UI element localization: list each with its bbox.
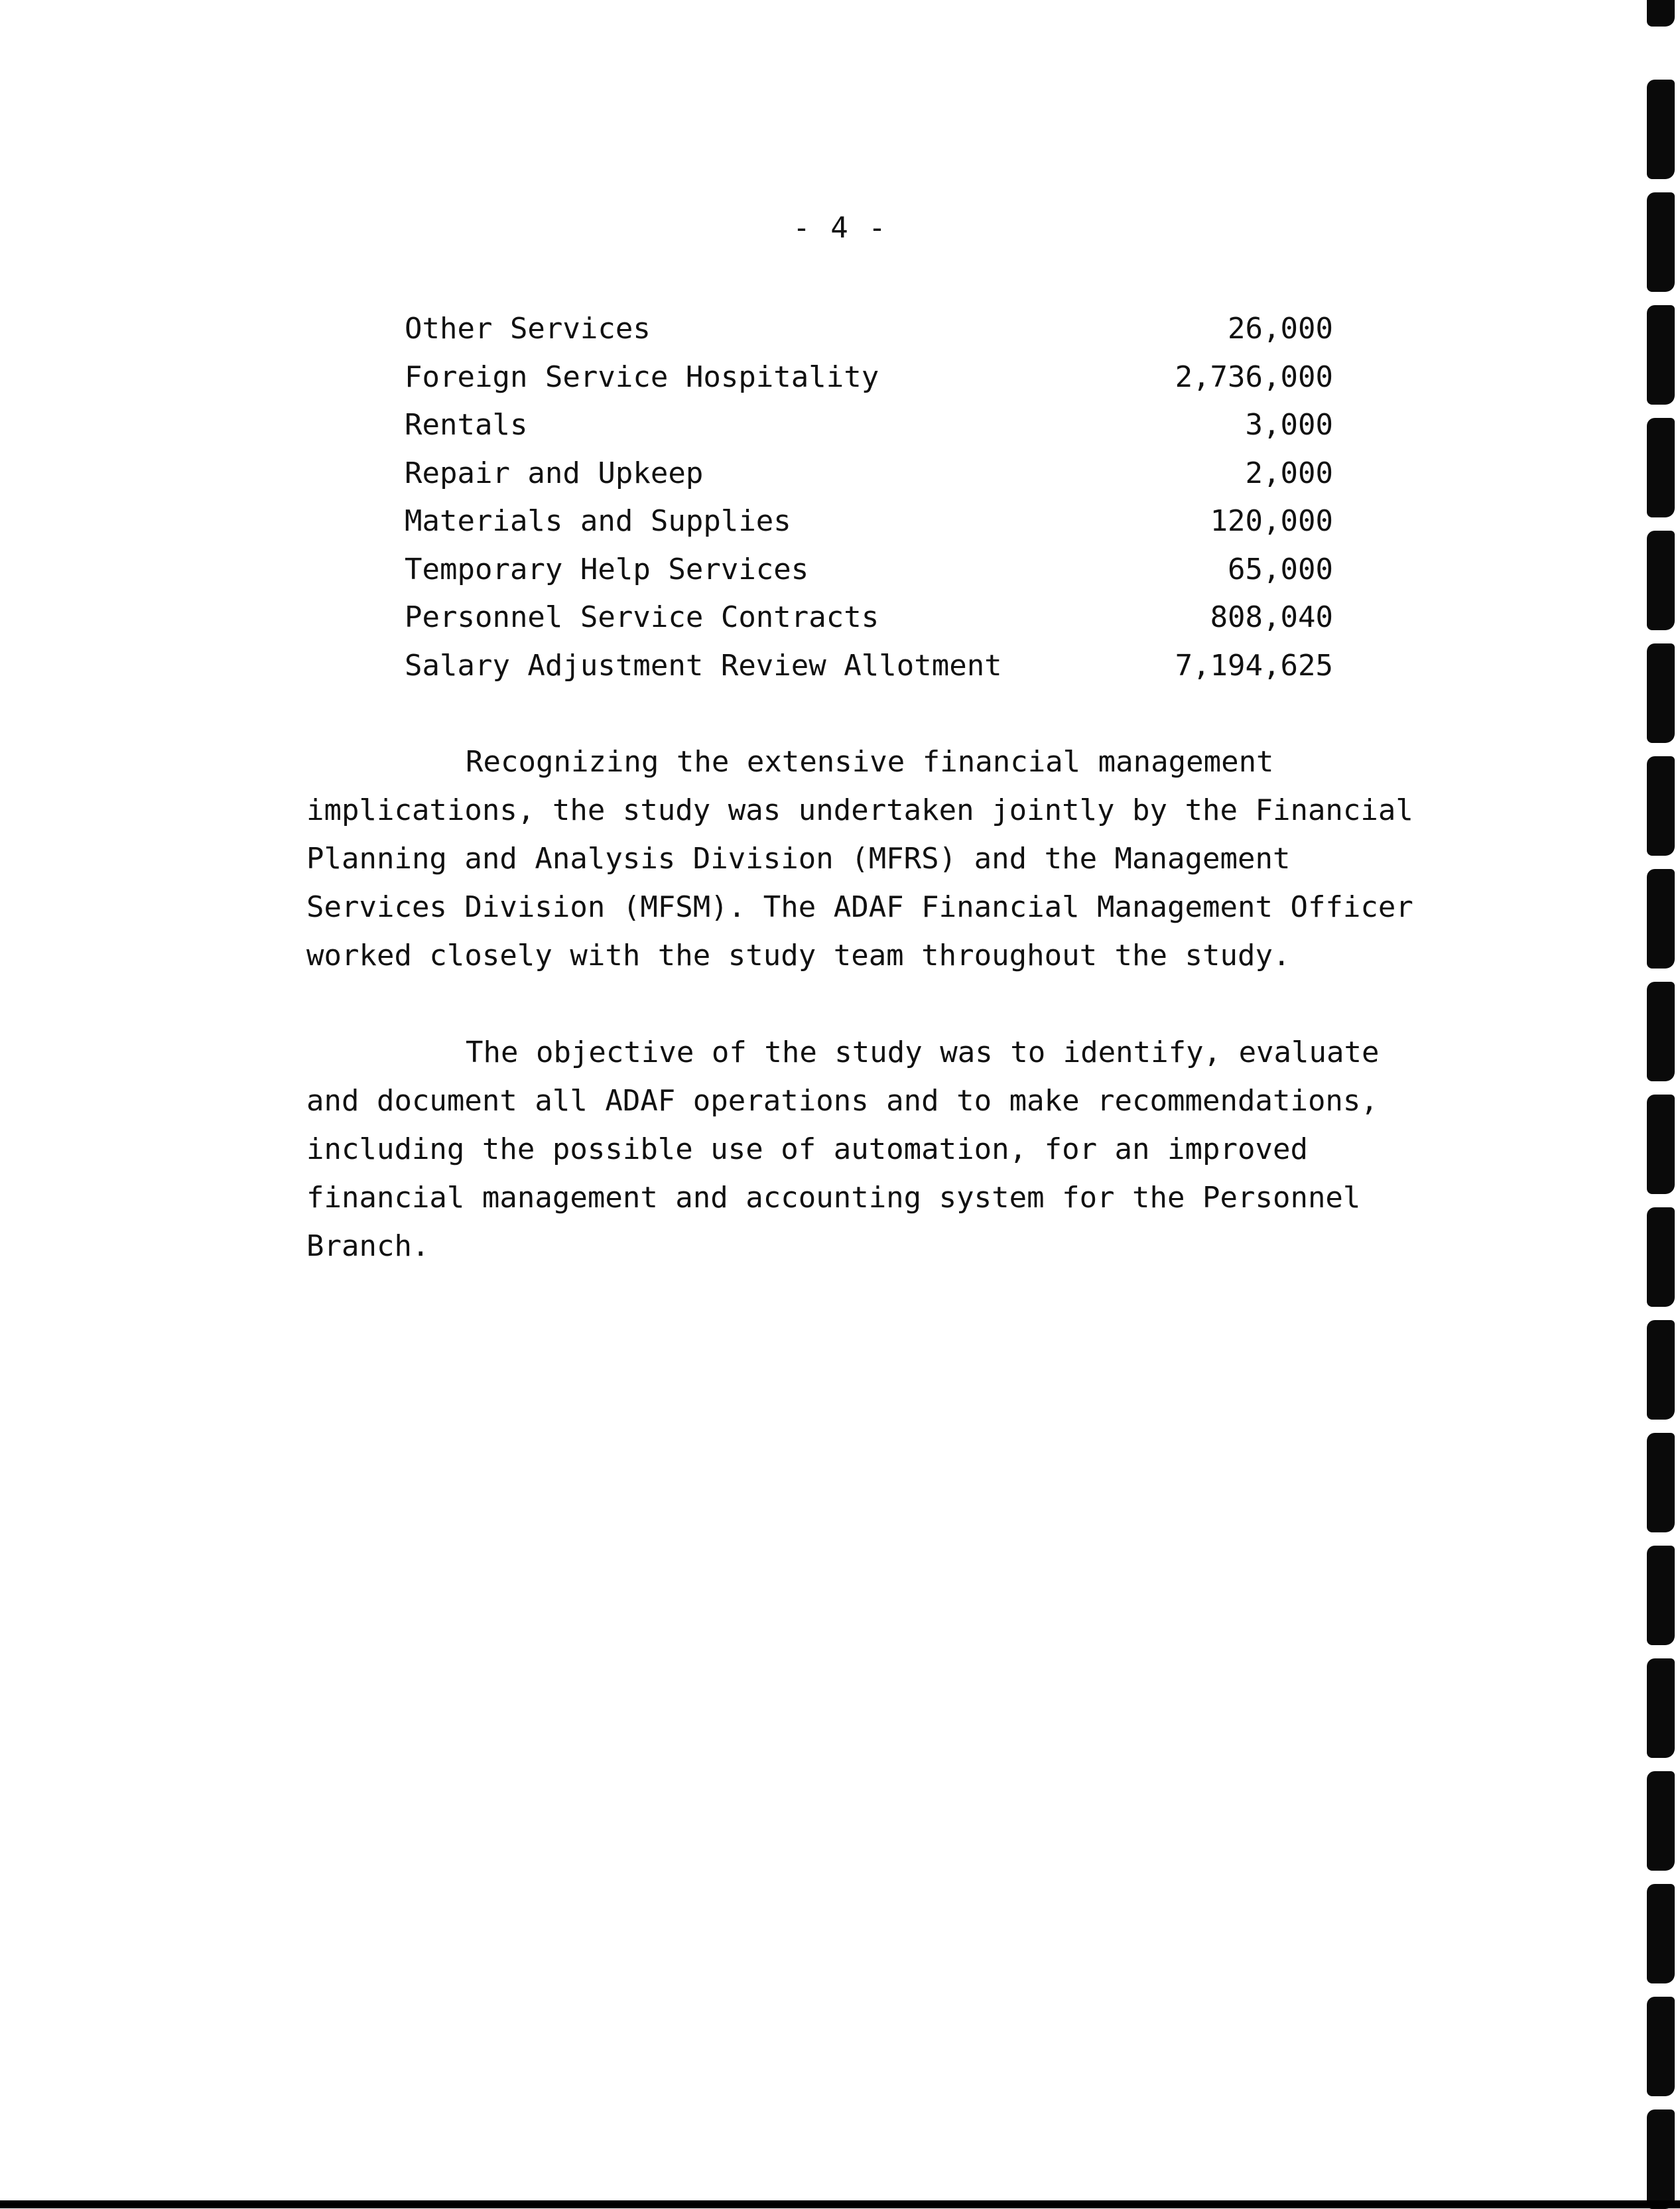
budget-item-label: Foreign Service Hospitality xyxy=(405,360,879,394)
budget-item-amount: 3,000 xyxy=(1245,408,1333,442)
budget-item-amount: 2,736,000 xyxy=(1175,360,1333,394)
budget-row xyxy=(405,354,1333,402)
binder-holes xyxy=(1640,0,1680,2208)
binder-hole xyxy=(1647,982,1675,1081)
binder-hole xyxy=(1647,418,1675,517)
binder-hole xyxy=(1647,1546,1675,1645)
body-paragraph-2: The objective of the study was to identify, evaluate and document all ADAF operations and to make recommendations, including the possible use of automation, for an improved financial management and accounting system for the Personnel Branch. xyxy=(306,1036,1380,1263)
budget-item-amount: 120,000 xyxy=(1210,504,1333,538)
budget-item-amount: 808,040 xyxy=(1210,600,1333,634)
binder-hole xyxy=(1647,1884,1675,1983)
budget-item-label: Salary Adjustment Review Allotment xyxy=(405,648,1002,683)
budget-item-label: Personnel Service Contracts xyxy=(405,600,879,634)
budget-item-label: Repair and Upkeep xyxy=(405,456,704,490)
budget-item-amount: 7,194,625 xyxy=(1175,648,1333,683)
body-paragraph-1: Recognizing the extensive financial management implications, the study was undertaken jointly by the Financial Planning and Analysis Division (MFRS) and the Management Services Division (MFSM). The ADAF Financial Management Officer worked closely with the study team throughout the study. xyxy=(306,745,1413,972)
binder-hole xyxy=(1647,1320,1675,1420)
binder-hole xyxy=(1647,1997,1675,2096)
binder-hole xyxy=(1647,531,1675,630)
binder-hole xyxy=(1647,1095,1675,1194)
budget-row xyxy=(405,401,1333,450)
budget-item-label: Materials and Supplies xyxy=(405,504,791,538)
budget-row xyxy=(405,305,1333,354)
binder-hole xyxy=(1647,756,1675,856)
budget-row xyxy=(405,642,1333,691)
binder-hole xyxy=(1647,80,1675,179)
budget-table xyxy=(405,305,1333,690)
budget-item-label: Rentals xyxy=(405,408,528,442)
budget-row xyxy=(405,498,1333,546)
binder-hole xyxy=(1647,1658,1675,1758)
budget-row xyxy=(405,450,1333,498)
binder-hole xyxy=(1647,1207,1675,1307)
binder-hole xyxy=(1647,643,1675,743)
budget-item-amount: 65,000 xyxy=(1228,552,1333,586)
budget-row xyxy=(405,594,1333,642)
binder-hole xyxy=(1647,305,1675,405)
bottom-edge-rule xyxy=(0,2200,1680,2208)
binder-hole xyxy=(1647,0,1675,27)
budget-row xyxy=(405,546,1333,594)
binder-hole xyxy=(1647,869,1675,969)
budget-item-label: Other Services xyxy=(405,312,651,346)
binder-hole xyxy=(1647,2109,1675,2209)
budget-item-label: Temporary Help Services xyxy=(405,552,809,586)
budget-item-amount: 26,000 xyxy=(1228,312,1333,346)
budget-item-amount: 2,000 xyxy=(1245,456,1333,490)
binder-hole xyxy=(1647,1771,1675,1871)
binder-hole xyxy=(1647,192,1675,292)
binder-hole xyxy=(1647,1433,1675,1532)
page-number: - 4 - xyxy=(793,211,887,245)
